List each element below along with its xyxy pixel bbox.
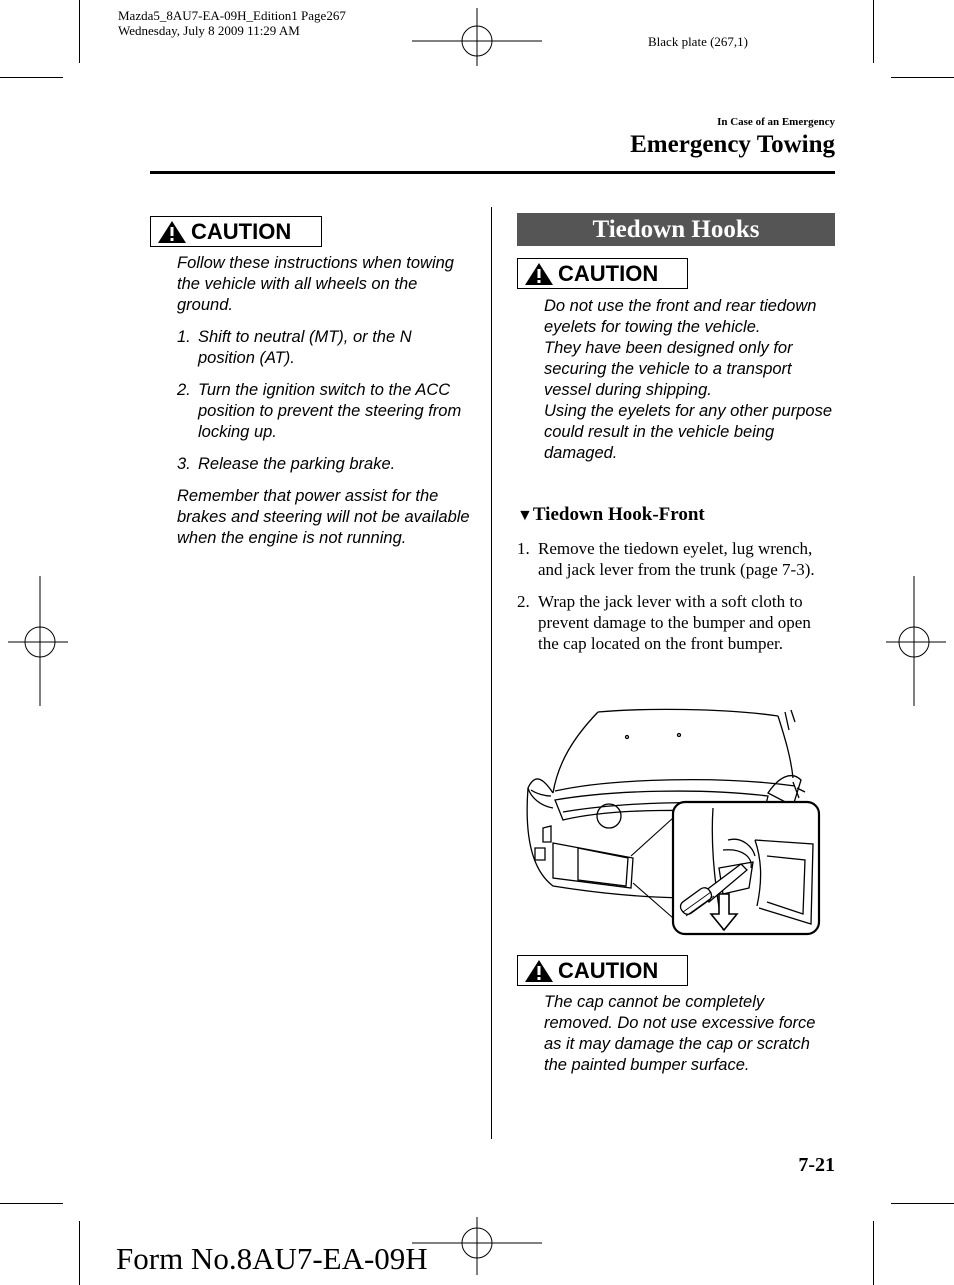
page-number: 7-21 xyxy=(798,1154,835,1176)
crop-mark xyxy=(891,1203,954,1204)
step-text: Wrap the jack lever with a soft cloth to prevent damage to the bumper and open the cap located on the front bumper. xyxy=(538,592,811,653)
caution-text: The cap cannot be completely removed. Do not use excessive force as it may damage the cap or scratch the painted bumper surface. xyxy=(544,993,816,1074)
step-number: 1. xyxy=(517,539,530,558)
step-number: 1. xyxy=(177,328,191,346)
subheading-text: Tiedown Hook-Front xyxy=(532,504,705,525)
crop-mark xyxy=(873,1221,874,1285)
crop-mark xyxy=(79,1221,80,1285)
step-number: 3. xyxy=(177,455,191,473)
procedure-step xyxy=(517,538,835,580)
step-text: Release the parking brake. xyxy=(198,455,396,473)
title-rule xyxy=(150,171,835,174)
page-title: Emergency Towing xyxy=(630,131,835,158)
subheading xyxy=(517,504,705,526)
caution-intro: Follow these instructions when towing the vehicle with all wheels on the ground. xyxy=(177,254,454,314)
registration-mark-icon xyxy=(412,8,542,68)
column-divider xyxy=(491,207,492,1139)
caution-steps xyxy=(177,327,472,475)
form-number: Form No.8AU7-EA-09H xyxy=(116,1241,428,1276)
caution-outro: Remember that power assist for the brakes and steering will not be available when the engine is not running. xyxy=(177,487,470,547)
procedure-step xyxy=(517,591,835,654)
registration-mark-icon xyxy=(886,576,946,706)
step-text: Remove the tiedown eyelet, lug wrench, and jack lever from the trunk (page 7-3). xyxy=(538,539,815,579)
registration-mark-icon xyxy=(412,1215,542,1275)
crop-mark xyxy=(891,77,954,78)
registration-mark-icon xyxy=(8,576,68,706)
caution-box xyxy=(150,216,322,247)
crop-mark xyxy=(0,1203,63,1204)
step-number: 2. xyxy=(177,381,191,399)
caution-label: CAUTION xyxy=(558,957,659,983)
caution-step xyxy=(177,380,472,443)
procedure-steps xyxy=(517,538,835,665)
step-text: Turn the ignition switch to the ACC position to prevent the steering from locking up. xyxy=(198,381,462,441)
caution-label: CAUTION xyxy=(558,260,659,286)
crop-mark xyxy=(79,0,80,63)
caution-line: Do not use the front and rear tiedown eyelets for towing the vehicle. xyxy=(544,297,817,336)
caution-box xyxy=(517,955,688,986)
caution-label: CAUTION xyxy=(191,218,292,244)
caution-box xyxy=(517,258,688,289)
crop-mark xyxy=(0,77,63,78)
caution-body xyxy=(544,992,835,1076)
front-bumper-illustration xyxy=(523,708,827,940)
caution-body xyxy=(177,253,472,560)
print-header-line2: Wednesday, July 8 2009 11:29 AM xyxy=(118,23,300,38)
triangle-down-icon: ▼ xyxy=(517,507,533,524)
warning-triangle-icon xyxy=(524,959,554,983)
caution-line: Using the eyelets for any other purpose could result in the vehicle being damaged. xyxy=(544,402,833,462)
caution-step xyxy=(177,454,472,475)
crop-mark xyxy=(873,0,874,63)
caution-body xyxy=(544,296,835,464)
caution-step xyxy=(177,327,472,369)
caution-line: They have been designed only for securing the vehicle to a transport vessel during shipping. xyxy=(544,339,793,399)
step-number: 2. xyxy=(517,592,530,611)
plate-label: Black plate (267,1) xyxy=(648,34,748,49)
step-text: Shift to neutral (MT), or the N position (AT). xyxy=(198,328,412,367)
section-banner: Tiedown Hooks xyxy=(517,213,835,246)
warning-triangle-icon xyxy=(157,220,187,244)
section-name: In Case of an Emergency xyxy=(717,116,835,128)
warning-triangle-icon xyxy=(524,262,554,286)
print-header xyxy=(118,8,346,38)
print-header-line1: Mazda5_8AU7-EA-09H_Edition1 Page267 xyxy=(118,8,346,23)
